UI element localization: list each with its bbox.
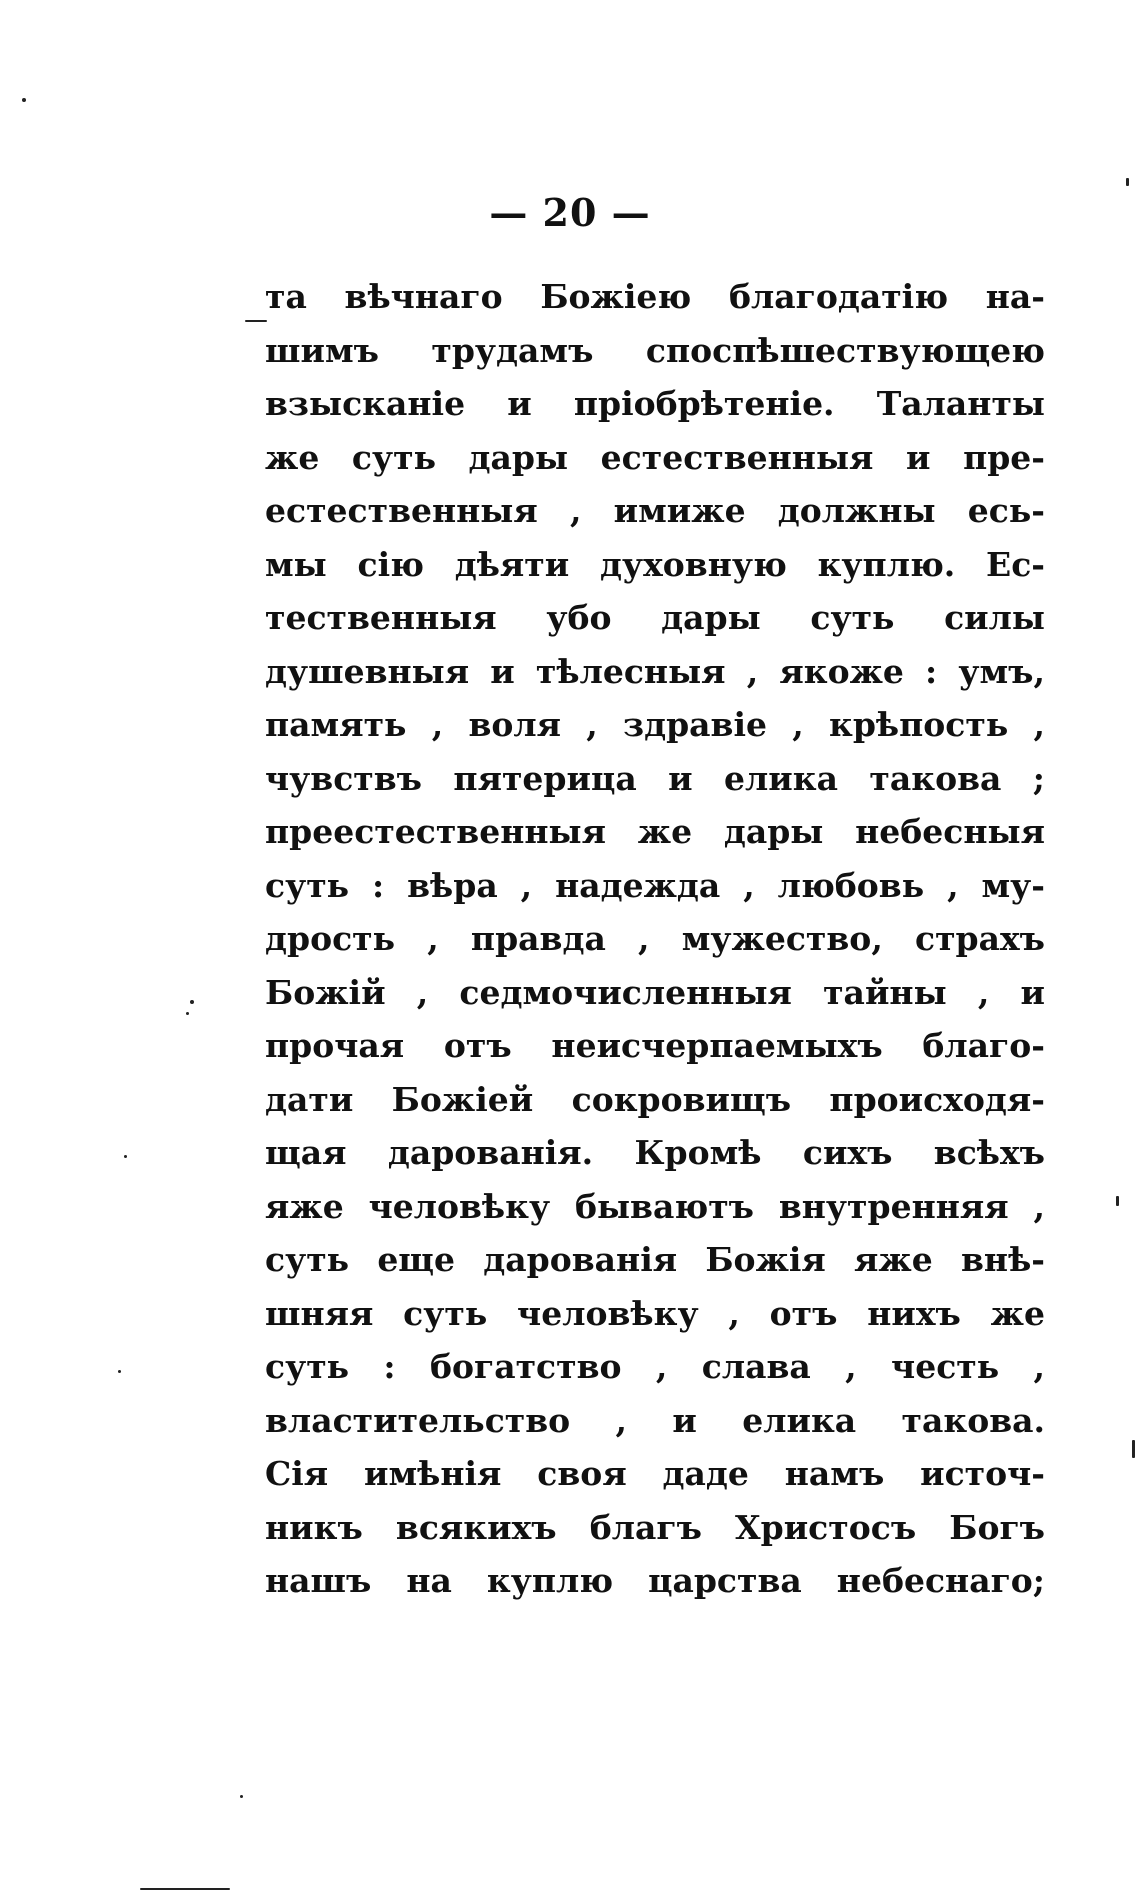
scan-speck: [1126, 178, 1129, 186]
text-line: дрость , правда , мужество, страхъ: [265, 919, 1045, 958]
text-line: шняя суть человѣку , отъ нихъ же: [265, 1293, 1045, 1333]
scan-speck: [124, 1155, 127, 1158]
text-line: дати Божіей сокровищъ происходя-: [265, 1079, 1045, 1119]
text-line: нашъ на куплю царства небеснаго;: [265, 1561, 1045, 1600]
scan-speck: [186, 1012, 189, 1015]
text-line: мы сію дѣяти духовную куплю. Ес-: [265, 544, 1045, 584]
text-line: душевныя и тѣлесныя , якоже : умъ,: [265, 651, 1045, 691]
body-text: [265, 270, 1045, 1608]
text-line: память , воля , здравіе , крѣпость ,: [265, 705, 1045, 744]
page-number: — 20 —: [489, 190, 651, 235]
text-line: властительство , и елика такова.: [265, 1400, 1045, 1440]
text-line: естественныя , имиже должны есь-: [265, 491, 1045, 530]
scan-speck: [118, 1370, 121, 1373]
text-line: суть еще дарованія Божія яже внѣ-: [265, 1240, 1045, 1279]
text-line: суть : богатство , слава , честь ,: [265, 1347, 1045, 1386]
text-line: щая дарованія. Кромѣ сихъ всѣхъ: [265, 1133, 1045, 1172]
text-line: та вѣчнаго Божіею благодатію на-: [265, 277, 1045, 316]
text-line: шимъ трудамъ споспѣшествующею: [265, 330, 1045, 370]
text-line: прочая отъ неисчерпаемыхъ благо-: [265, 1026, 1045, 1065]
text-line: взысканіе и пріобрѣтеніе. Таланты: [265, 384, 1045, 423]
text-line: Сія имѣнія своя даде намъ источ-: [265, 1454, 1045, 1493]
text-line: никъ всякихъ благъ Христосъ Богъ: [265, 1507, 1045, 1547]
text-line: же суть дары естественныя и пре-: [265, 437, 1045, 477]
scan-speck: [22, 98, 26, 102]
scan-speck: [240, 1795, 243, 1798]
scan-speck: [1132, 1440, 1135, 1458]
text-line: суть : вѣра , надежда , любовь , му-: [265, 865, 1045, 905]
text-line: яже человѣку бываютъ внутренняя ,: [265, 1186, 1045, 1226]
text-line: преестественныя же дары небесныя: [265, 812, 1045, 851]
text-line: Божій , седмочисленныя тайны , и: [265, 972, 1045, 1012]
scan-speck: [190, 1000, 194, 1004]
text-line: тественныя убо дары суть силы: [265, 598, 1045, 637]
scan-speck: [1116, 1196, 1119, 1206]
scan-speck: [245, 320, 267, 322]
scan-speck: [140, 1888, 230, 1890]
text-line: чувствъ пятерица и елика такова ;: [265, 758, 1045, 798]
